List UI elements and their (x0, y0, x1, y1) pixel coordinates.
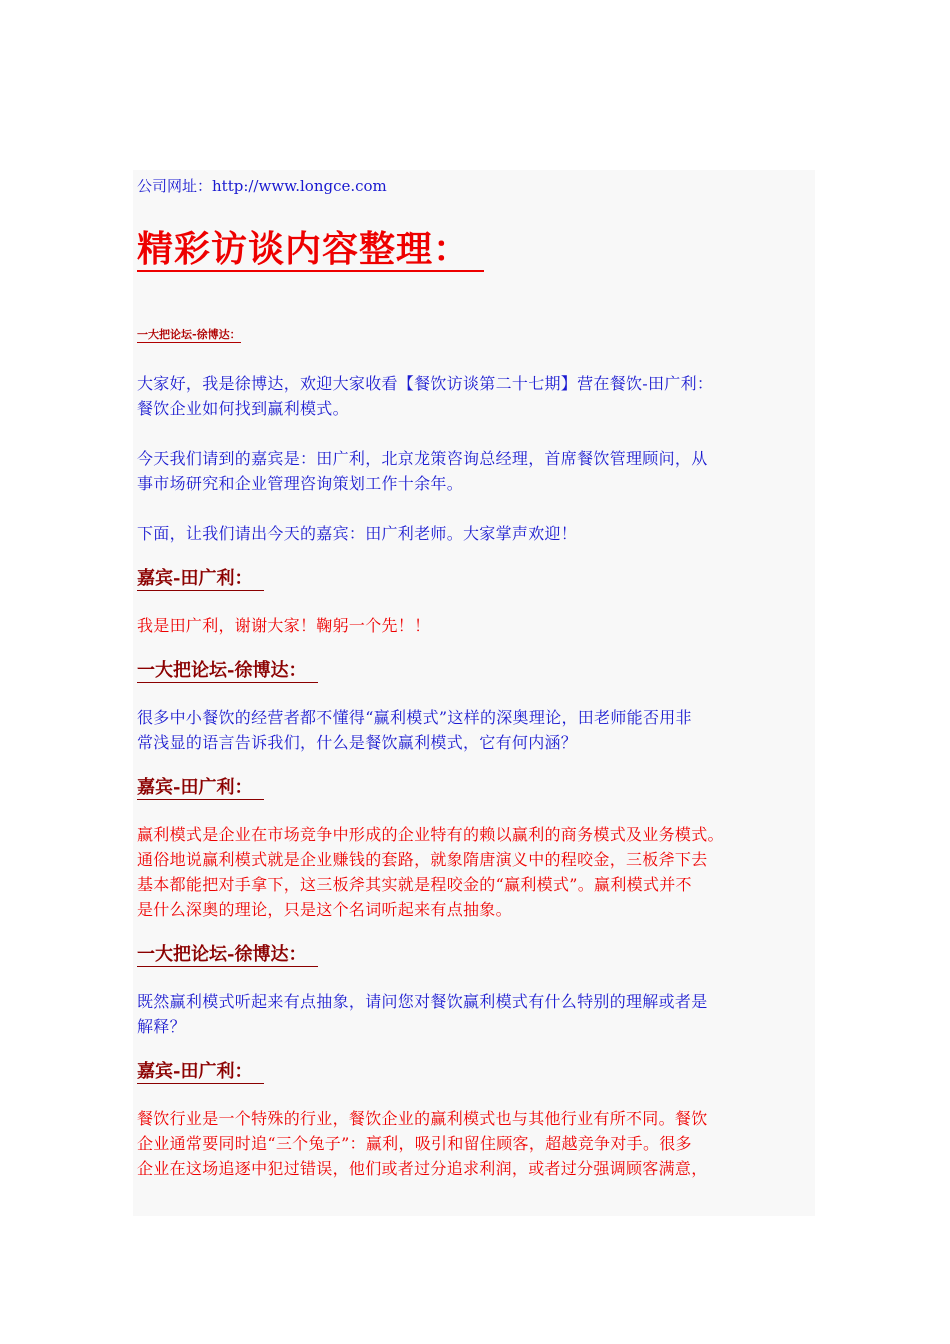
guest-answer-1: 赢利模式是企业在市场竞争中形成的企业特有的赖以赢利的商务模式及业务模式。 通俗地说赢利模式就是企业赚钱的套路，就象隋唐演义中的程咬金，三板斧下去 基本都能把对手拿下，这三板斧其实就是程咬金的“赢利模式”。赢利模式并不 是什么深奥的理论，只是这个名词听起来有点抽象。 (137, 825, 724, 919)
host-label-small: 一大把论坛-徐博达： (137, 328, 241, 341)
guest-label: 嘉宾-田广利： (137, 1061, 264, 1084)
guest-label: 嘉宾-田广利： (137, 568, 264, 591)
company-website-line: 公司网址：http://www.longce.com (137, 177, 387, 195)
intro-paragraph-1: 大家好，我是徐博达，欢迎大家收看【餐饮访谈第二十七期】营在餐饮-田广利： 餐饮企业如何找到赢利模式。 (137, 374, 714, 418)
document-page (133, 170, 815, 1216)
intro-paragraph-2: 今天我们请到的嘉宾是：田广利，北京龙策咨询总经理，首席餐饮管理顾问，从 事市场研究和企业管理咨询策划工作十余年。 (137, 449, 708, 493)
host-question-2: 既然赢利模式听起来有点抽象，请问您对餐饮赢利模式有什么特别的理解或者是 解释？ (137, 992, 708, 1036)
guest-answer-2: 餐饮行业是一个特殊的行业，餐饮企业的赢利模式也与其他行业有所不同。餐饮 企业通常要同时追“三个兔子”：赢利，吸引和留住顾客，超越竞争对手。很多 企业在这场追逐中犯过错误，他们或者过分追求利润，或者过分强调顾客满意， (137, 1109, 708, 1178)
document-content (133, 176, 815, 1181)
guest-label: 嘉宾-田广利： (137, 777, 264, 800)
page-title: 精彩访谈内容整理： (137, 230, 484, 272)
host-question-1: 很多中小餐饮的经营者都不懂得“赢利模式”这样的深奥理论，田老师能否用非 常浅显的语言告诉我们，什么是餐饮赢利模式，它有何内涵？ (137, 708, 692, 752)
host-label: 一大把论坛-徐博达： (137, 944, 318, 967)
intro-paragraph-3: 下面，让我们请出今天的嘉宾：田广利老师。大家掌声欢迎！ (137, 524, 578, 543)
guest-reply-1: 我是田广利，谢谢大家！鞠躬一个先！！ (137, 616, 431, 635)
host-label: 一大把论坛-徐博达： (137, 660, 318, 683)
